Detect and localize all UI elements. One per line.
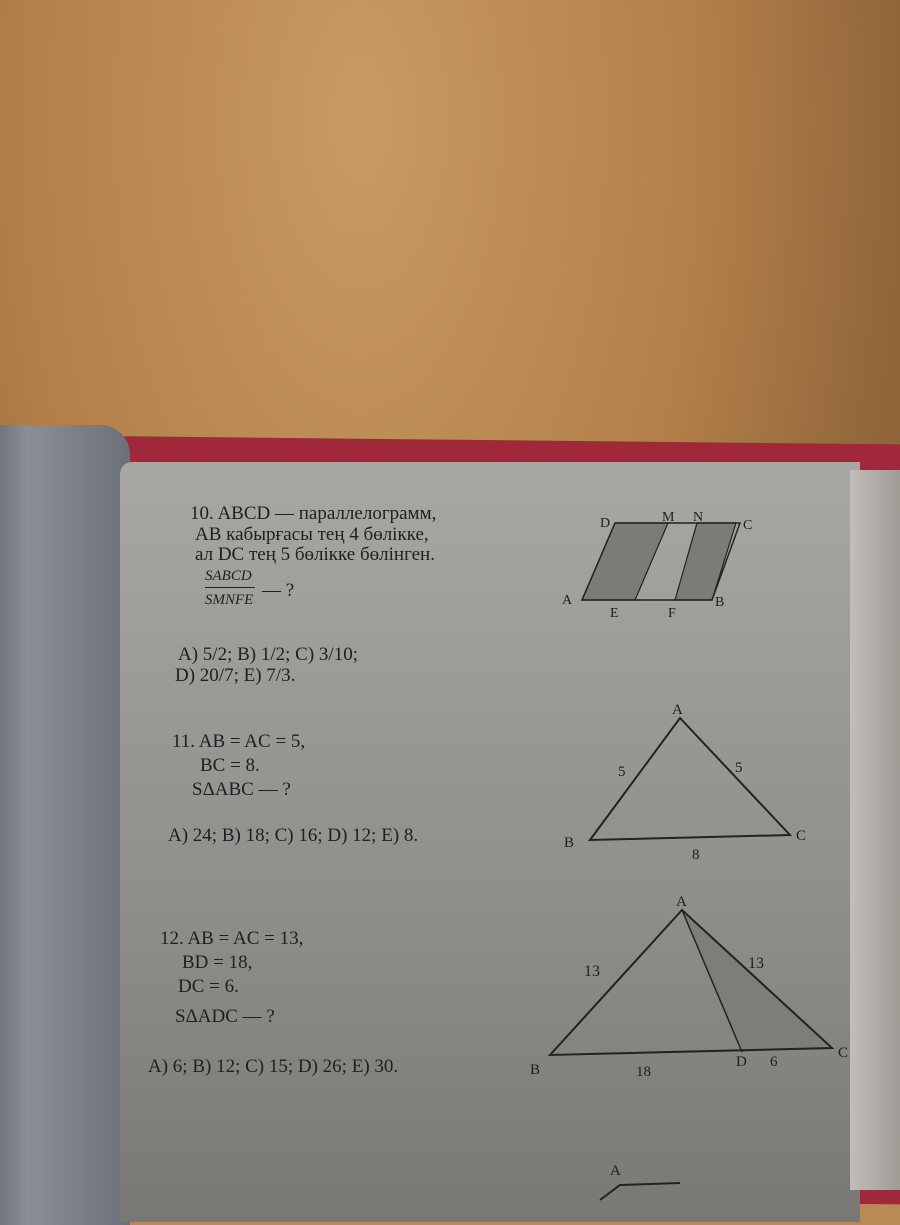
problem-10-question: — ?	[262, 580, 295, 601]
side-label-left: 13	[584, 963, 600, 980]
problem-11-line-1: 11. AB = AC = 5,	[172, 731, 306, 752]
problem-12-line-2: BD = 18,	[182, 952, 253, 973]
vertex-B: B	[530, 1062, 541, 1078]
problem-10-answers-1: A) 5/2; B) 1/2; C) 3/10;	[178, 644, 358, 665]
base-label: 8	[692, 847, 700, 863]
problem-12-line-3: DC = 6.	[178, 976, 239, 997]
left-page	[0, 425, 130, 1225]
side-label-right: 5	[735, 760, 743, 776]
label-M: M	[662, 510, 675, 525]
vertex-A: A	[672, 702, 683, 718]
fraction-numerator: SABCD	[205, 568, 252, 584]
label-F: F	[668, 606, 676, 621]
problem-11-line-2: BC = 8.	[200, 755, 260, 776]
label-C: C	[743, 518, 753, 533]
label-N: N	[693, 510, 704, 525]
triangle-diagram-11	[560, 700, 840, 865]
side-label-left: 5	[618, 764, 626, 780]
fraction-line	[205, 587, 255, 588]
dc-label: 6	[770, 1054, 778, 1070]
shaded-region-left	[582, 523, 668, 600]
next-vertex-A: A	[610, 1163, 621, 1179]
vertex-B: B	[564, 835, 575, 851]
vertex-D: D	[736, 1054, 747, 1070]
shaded-region-right	[675, 523, 736, 600]
fraction-denominator: SMNFE	[205, 592, 254, 608]
label-A: A	[562, 593, 573, 608]
vertex-C: C	[796, 828, 807, 844]
bd-label: 18	[636, 1064, 651, 1080]
problem-12-answers: A) 6; B) 12; C) 15; D) 26; E) 30.	[148, 1056, 399, 1077]
problem-10-line-3: ал DC тең 5 бөлікке бөлінген.	[195, 544, 435, 565]
label-B: B	[715, 595, 725, 610]
problem-10-answers-2: D) 20/7; E) 7/3.	[175, 665, 296, 686]
problem-12-line-4: SΔADC — ?	[175, 1006, 275, 1027]
next-problem-partial	[590, 1155, 710, 1200]
problem-11-line-3: SΔABC — ?	[192, 779, 291, 800]
problem-10-line-1: 10. ABCD — параллелограмм,	[190, 503, 437, 524]
side-label-right: 13	[748, 955, 764, 972]
problem-12-line-1: 12. AB = AC = 13,	[160, 928, 304, 949]
next-triangle-edge	[600, 1183, 680, 1200]
triangle-diagram-12	[520, 890, 860, 1090]
label-E: E	[610, 606, 619, 621]
vertex-A: A	[676, 894, 687, 910]
problem-11-answers: A) 24; B) 18; C) 16; D) 12; E) 8.	[168, 825, 419, 846]
vertex-C: C	[838, 1045, 849, 1061]
parallelogram-diagram	[560, 505, 753, 625]
label-D: D	[600, 516, 611, 531]
problem-10-line-2: AB кабырғасы тең 4 бөлікке,	[195, 524, 429, 545]
